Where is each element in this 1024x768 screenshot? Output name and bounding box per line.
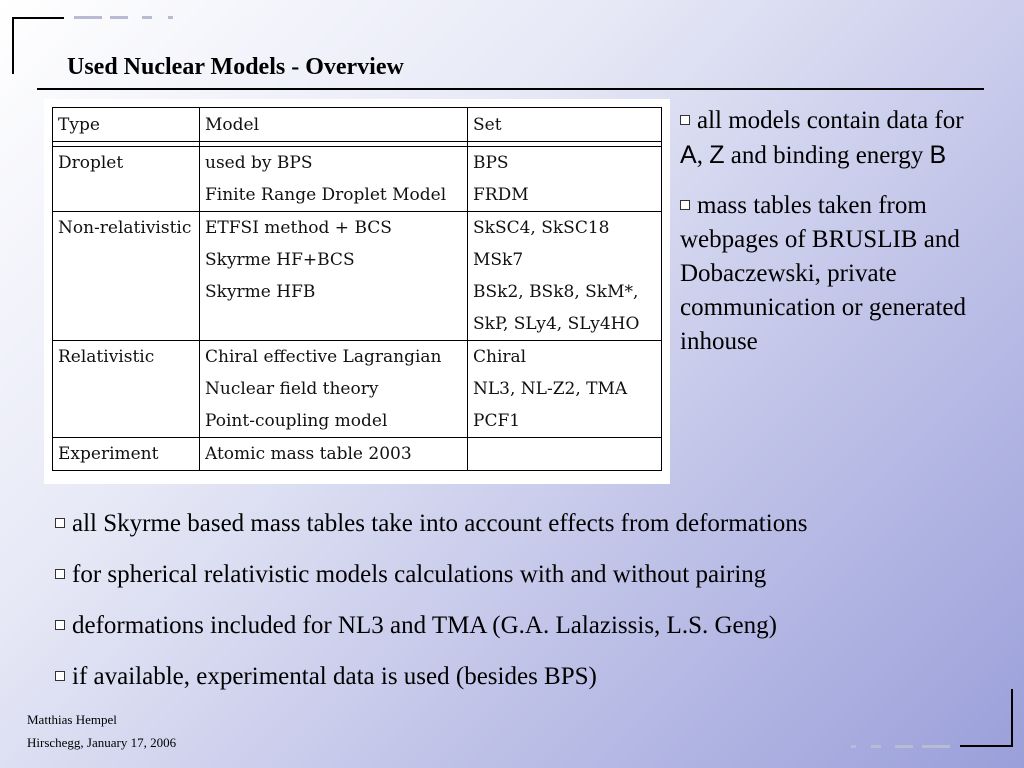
models-table [52,107,662,471]
footer [27,708,176,754]
slide-title: Used Nuclear Models - Overview [67,54,404,80]
table-row [53,438,662,471]
cell-model: Nuclear field theory [200,373,468,405]
cell-model: ETFSI method + BCS [200,212,468,245]
title-divider [37,88,984,90]
symbol-a: A [680,141,697,169]
cell-model: Skyrme HFB [200,276,468,308]
cell-model: Finite Range Droplet Model [200,179,468,212]
cell-set: BPS [468,147,662,180]
side-bullet-text: mass tables taken from webpages of BRUSLIB and Dobaczewski, private communication or generated inhouse [680,192,966,355]
cell-set: PCF1 [468,405,662,438]
cell-model: Atomic mass table 2003 [200,438,468,471]
symbol-b: B [929,141,947,169]
comma-text: , [696,142,710,169]
cell-set: MSk7 [468,244,662,276]
side-bullet-text: and binding energy [724,142,930,169]
bullet-item [55,558,807,609]
bullet-item [55,507,807,558]
cell-set: Chiral [468,341,662,374]
cell-type: Non-relativistic [53,212,200,245]
cell-set: SkSC4, SkSC18 [468,212,662,245]
cell-model: used by BPS [200,147,468,180]
header-type: Type [53,108,200,142]
cell-set: BSk2, BSk8, SkM*, [468,276,662,308]
cell-type [53,373,200,405]
square-bullet-icon [55,620,65,630]
bullet-item [55,609,807,660]
bullet-text: if available, experimental data is used (besides BPS) [72,663,597,690]
cell-model: Point-coupling model [200,405,468,438]
cell-set: FRDM [468,179,662,212]
cell-model: Chiral effective Lagrangian [200,341,468,374]
cell-type [53,308,200,341]
square-bullet-icon [55,518,65,528]
header-set: Set [468,108,662,142]
table-row [53,276,662,308]
cell-type: Relativistic [53,341,200,374]
side-bullet-list [680,104,1015,375]
square-bullet-icon [55,671,65,681]
header-model: Model [200,108,468,142]
square-bullet-icon [55,569,65,579]
cell-type [53,179,200,212]
bullet-list [55,507,807,711]
bullet-text: for spherical relativistic models calculations with and without pairing [72,561,767,588]
cell-type: Droplet [53,147,200,180]
models-table-panel [44,99,670,484]
bullet-text: deformations included for NL3 and TMA (G.A. Lalazissis, L.S. Geng) [72,612,777,639]
table-row [53,179,662,212]
cell-set [468,438,662,471]
table-row [53,405,662,438]
cell-type: Experiment [53,438,200,471]
square-bullet-icon [680,115,690,125]
cell-model [200,308,468,341]
table-header-row [53,108,662,142]
cell-set: NL3, NL-Z2, TMA [468,373,662,405]
table-row [53,341,662,374]
table-row [53,147,662,180]
table-row [53,308,662,341]
bullet-text: all Skyrme based mass tables take into account effects from deformations [72,510,808,537]
cell-type [53,244,200,276]
square-bullet-icon [680,200,690,210]
cell-type [53,405,200,438]
side-bullet-item [680,104,1015,173]
table-row [53,373,662,405]
footer-author: Matthias Hempel [27,712,117,727]
cell-model: Skyrme HF+BCS [200,244,468,276]
bullet-item [55,660,807,711]
cell-type [53,276,200,308]
table-row [53,212,662,245]
side-bullet-text: all models contain data for [697,107,964,134]
side-bullet-item [680,189,1015,359]
footer-event: Hirschegg, January 17, 2006 [27,735,177,750]
table-row [53,244,662,276]
cell-set: SkP, SLy4, SLy4HO [468,308,662,341]
symbol-z: Z [709,141,725,169]
